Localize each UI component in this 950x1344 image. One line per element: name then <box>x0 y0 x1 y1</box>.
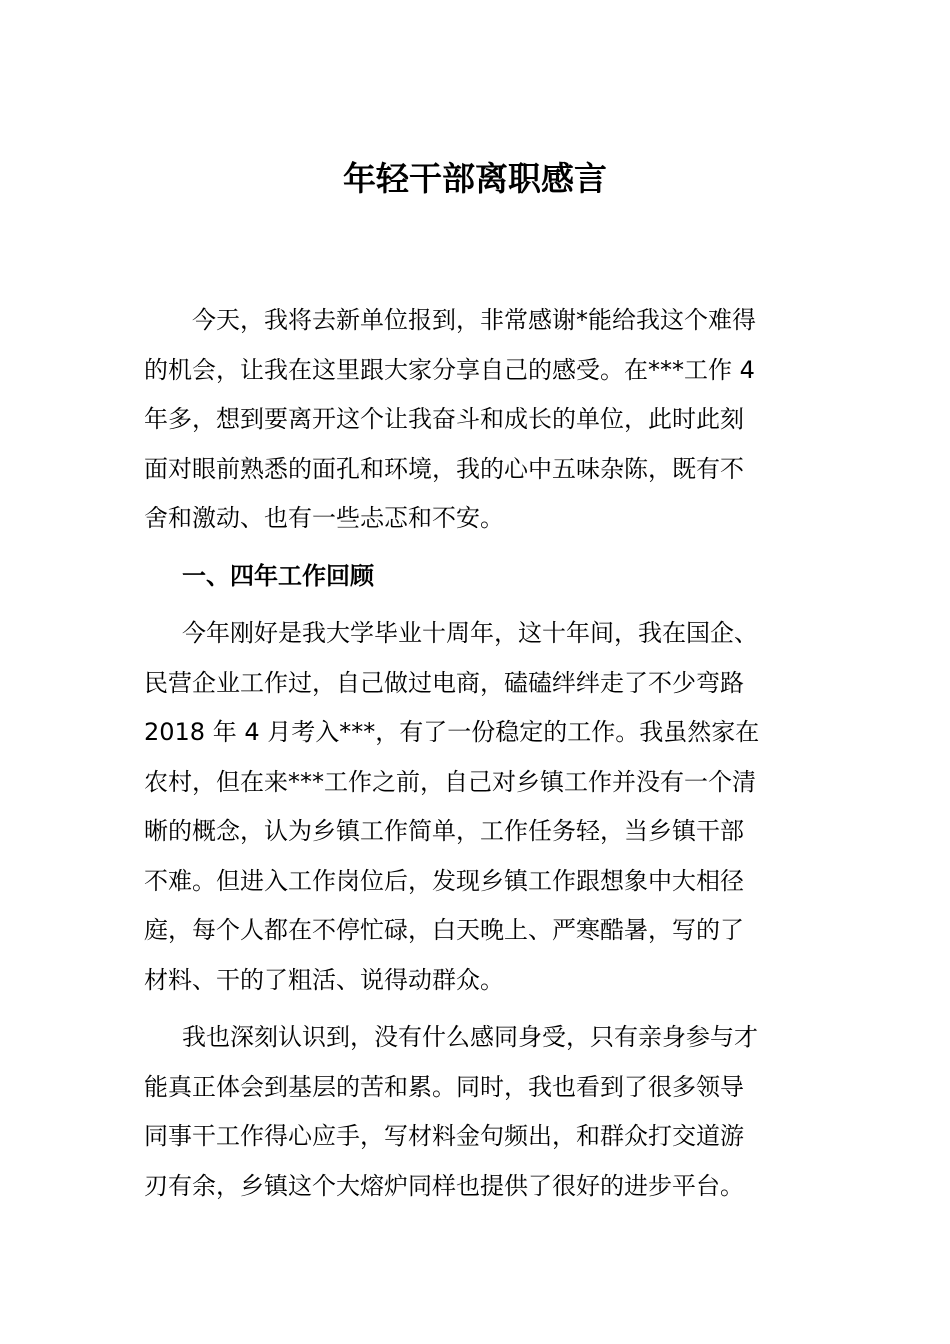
paragraph-spacer <box>144 1005 814 1013</box>
paragraph-line: 舍和激动、也有一些忐忑和不安。 <box>144 504 504 532</box>
document-title: 年轻干部离职感言 <box>343 159 607 198</box>
paragraph-line: 刃有余，乡镇这个大熔炉同样也提供了很好的进步平台。 <box>144 1171 744 1200</box>
section-heading: 一、四年工作回顾 <box>182 561 374 590</box>
paragraph-line: 民营企业工作过，自己做过电商，磕磕绊绊走了不少弯路 <box>144 668 744 697</box>
paragraph-line: 晰的概念，认为乡镇工作简单，工作任务轻，当乡镇干部 <box>144 817 744 845</box>
paragraph-line: 能真正体会到基层的苦和累。同时，我也看到了很多领导 <box>144 1072 744 1101</box>
paragraph-line: 今天，我将去新单位报到，非常感谢*能给我这个难得 <box>192 306 756 334</box>
paragraph-line: 今年刚好是我大学毕业十周年，这十年间，我在国企、 <box>182 619 758 647</box>
paragraph-line: 的机会，让我在这里跟大家分享自己的感受。在***工作 4 <box>144 355 755 384</box>
document-body <box>144 296 814 1211</box>
intro-paragraph <box>144 296 814 544</box>
review-paragraph <box>144 609 814 1005</box>
paragraph-line: 不难。但进入工作岗位后，发现乡镇工作跟想象中大相径 <box>144 866 744 895</box>
paragraph-line: 我也深刻认识到，没有什么感同身受，只有亲身参与才 <box>182 1023 758 1051</box>
reflection-paragraph <box>144 1013 814 1211</box>
paragraph-line: 材料、干的了粗活、说得动群众。 <box>144 965 504 994</box>
paragraph-line: 年多，想到要离开这个让我奋斗和成长的单位，此时此刻 <box>144 405 744 433</box>
paragraph-line: 庭，每个人都在不停忙碌，白天晚上、严寒酷暑，写的了 <box>144 916 744 944</box>
paragraph-line: 农村，但在来***工作之前，自己对乡镇工作并没有一个清 <box>144 767 756 796</box>
paragraph-line: 面对眼前熟悉的面孔和环境，我的心中五味杂陈，既有不 <box>144 454 744 483</box>
paragraph-line: 2018 年 4 月考入***，有了一份稳定的工作。我虽然家在 <box>144 718 760 746</box>
paragraph-line: 同事干工作得心应手，写材料金句频出，和群众打交道游 <box>144 1122 744 1150</box>
